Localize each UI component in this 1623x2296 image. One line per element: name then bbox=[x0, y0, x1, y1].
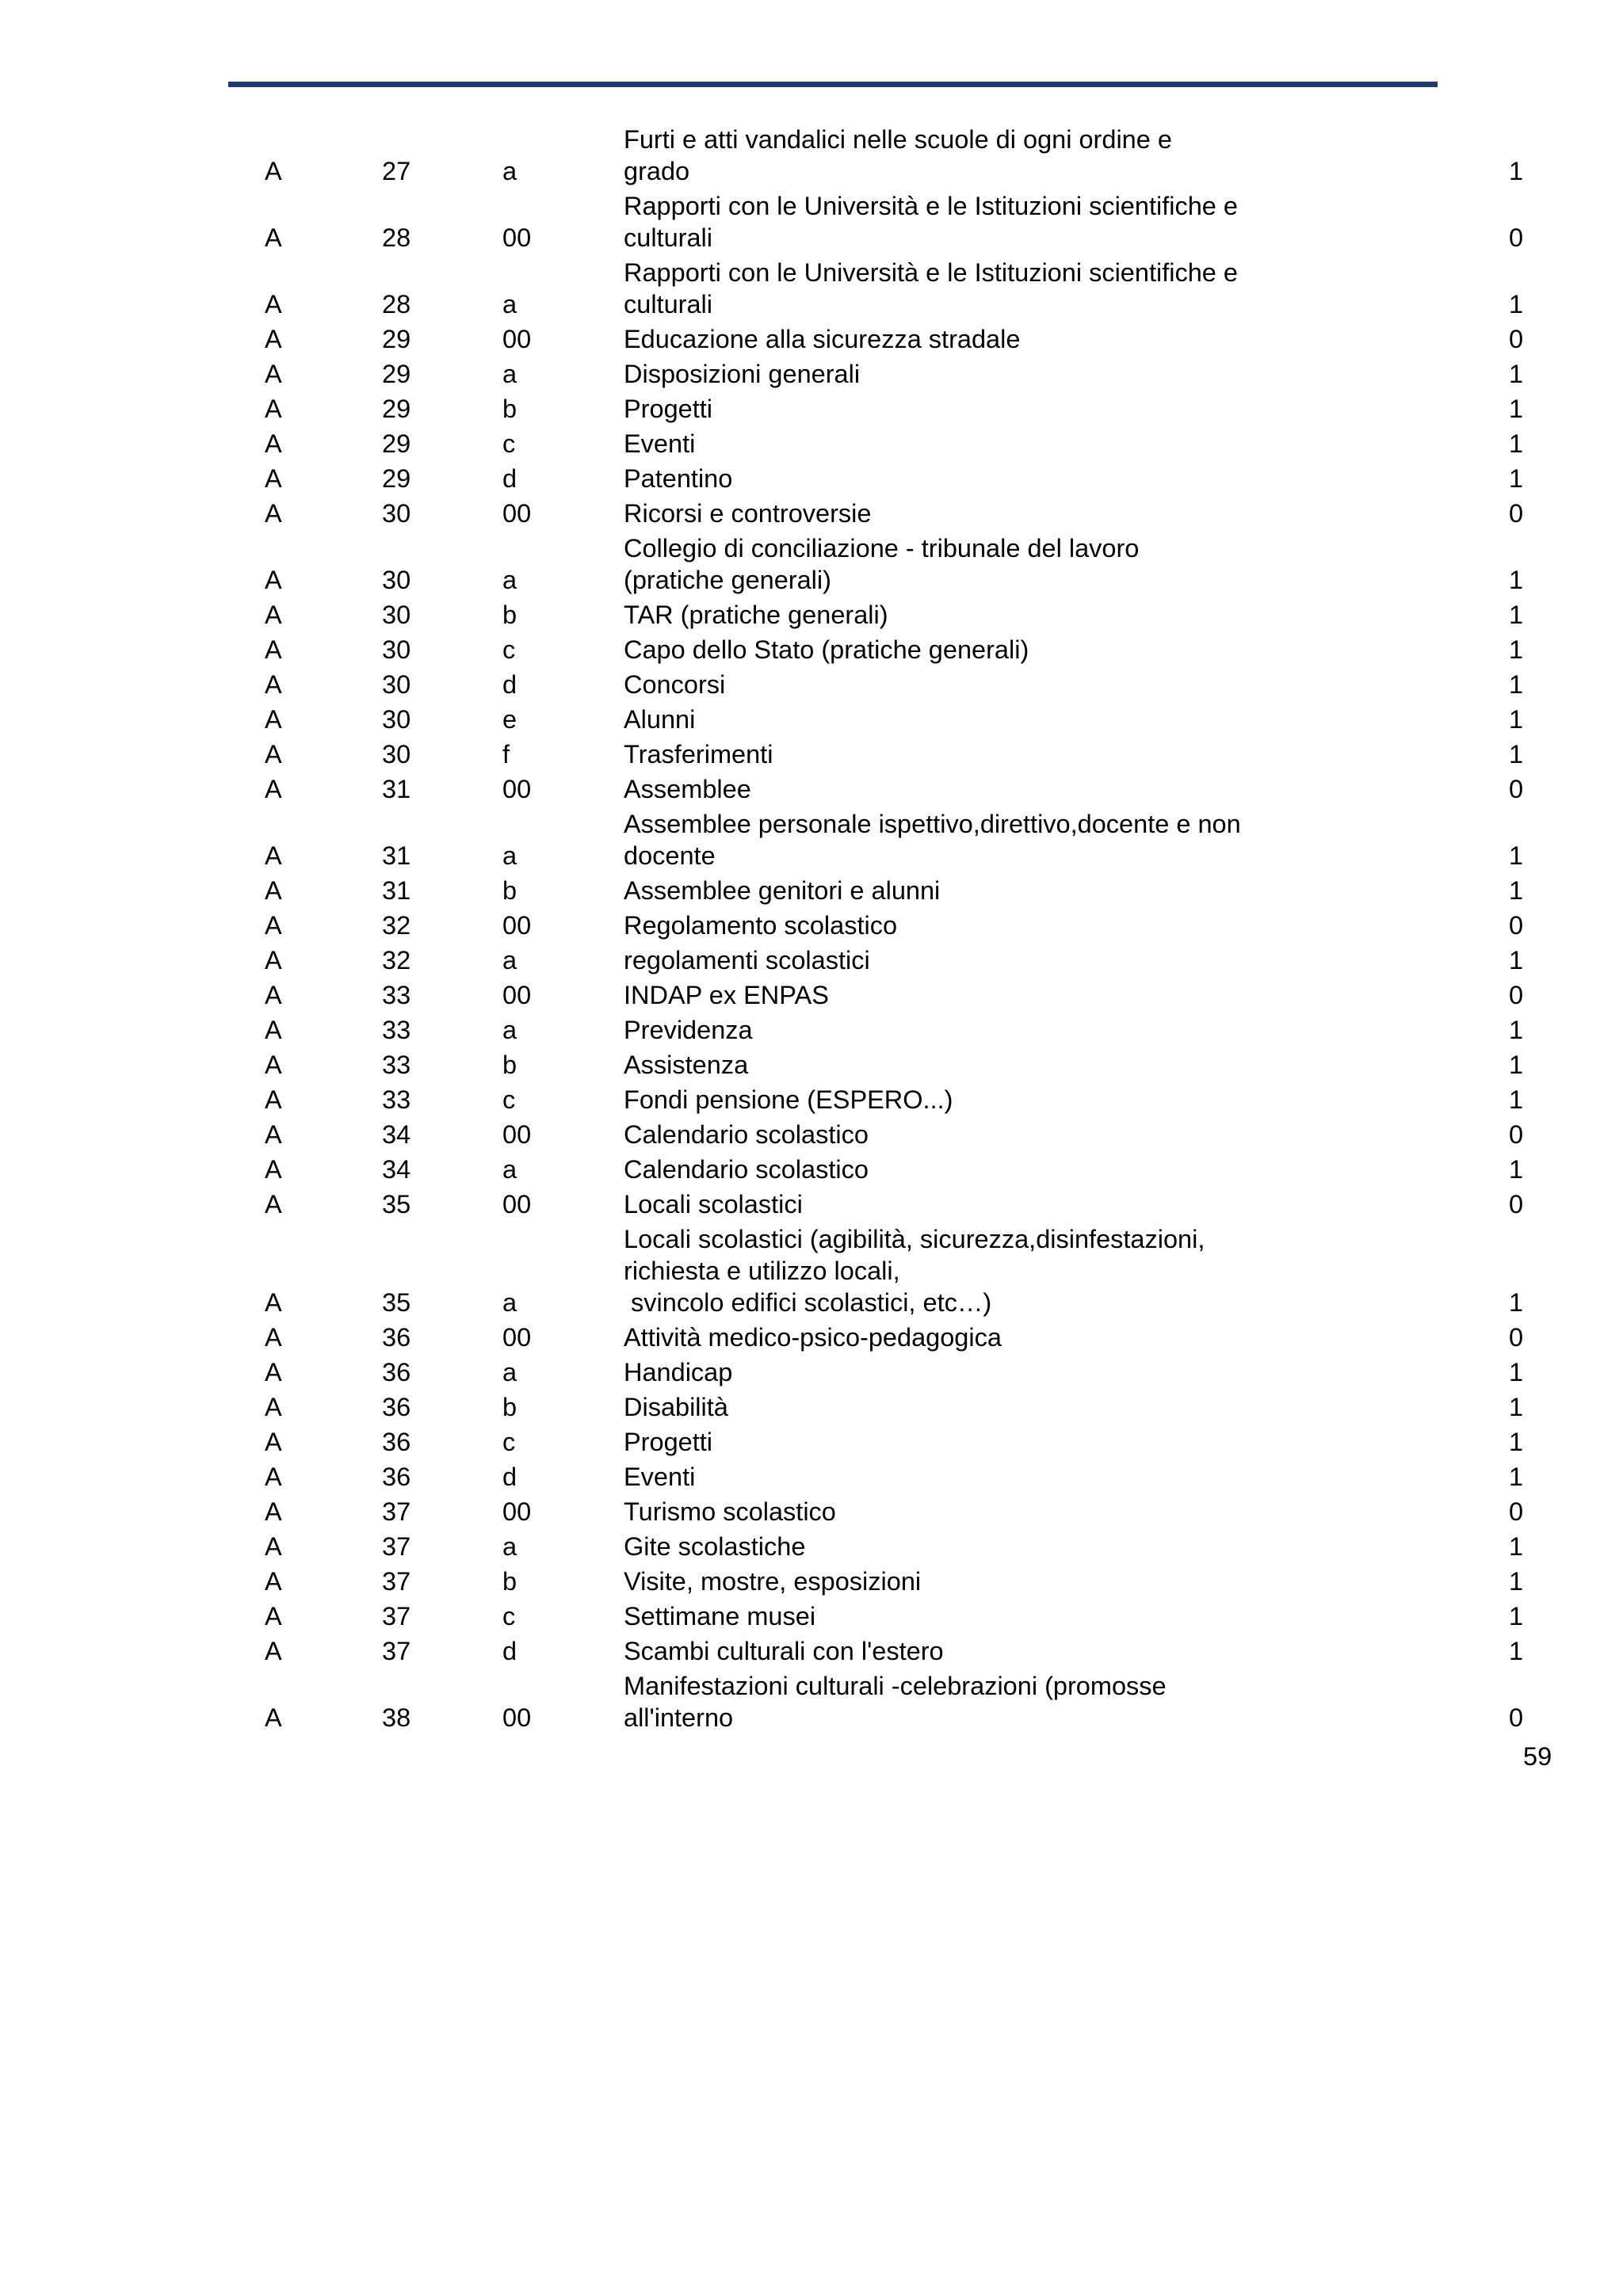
description bbox=[624, 738, 1321, 770]
subclass-code: b bbox=[502, 1051, 517, 1079]
subclass-code: 00 bbox=[502, 499, 532, 528]
description-line: docente bbox=[624, 841, 716, 870]
flag-value: 1 bbox=[1509, 290, 1524, 318]
description-line: Calendario scolastico bbox=[624, 1120, 869, 1149]
table-row bbox=[0, 254, 1623, 320]
table-row bbox=[0, 1632, 1623, 1667]
description-line: Handicap bbox=[624, 1358, 733, 1386]
description-line: Rapporti con le Università e le Istituzioni scientifiche e bbox=[624, 192, 1238, 220]
flag-value: 1 bbox=[1509, 566, 1524, 594]
class-number: 30 bbox=[382, 705, 411, 734]
description-line: Disabilità bbox=[624, 1393, 728, 1421]
class-letter: A bbox=[265, 1016, 282, 1044]
description bbox=[624, 910, 1321, 941]
table-row bbox=[0, 1423, 1623, 1458]
class-number: 30 bbox=[382, 499, 411, 528]
flag-value: 0 bbox=[1509, 1497, 1524, 1526]
table-row bbox=[0, 1562, 1623, 1597]
description-line: Manifestazioni culturali -celebrazioni (promosse bbox=[624, 1672, 1167, 1700]
class-letter: A bbox=[265, 1155, 282, 1184]
table-row bbox=[0, 320, 1623, 355]
class-letter: A bbox=[265, 601, 282, 629]
subclass-code: f bbox=[502, 740, 510, 769]
table-row bbox=[0, 666, 1623, 700]
description-line: Furti e atti vandalici nelle scuole di ogni ordine e bbox=[624, 125, 1172, 154]
subclass-code: 00 bbox=[502, 1190, 532, 1219]
subclass-code: d bbox=[502, 464, 517, 493]
table-row bbox=[0, 631, 1623, 666]
subclass-code: a bbox=[502, 566, 517, 594]
description-line: culturali bbox=[624, 223, 712, 252]
flag-value: 1 bbox=[1509, 1602, 1524, 1630]
class-letter: A bbox=[265, 499, 282, 528]
table-row bbox=[0, 494, 1623, 529]
description bbox=[624, 1223, 1321, 1318]
table-row bbox=[0, 1081, 1623, 1116]
flag-value: 1 bbox=[1509, 946, 1524, 974]
class-number: 34 bbox=[382, 1155, 411, 1184]
description bbox=[624, 1356, 1321, 1388]
flag-value: 0 bbox=[1509, 911, 1524, 940]
class-letter: A bbox=[265, 946, 282, 974]
table-row bbox=[0, 187, 1623, 254]
class-number: 31 bbox=[382, 876, 411, 905]
table-row bbox=[0, 596, 1623, 631]
table-row bbox=[0, 390, 1623, 425]
flag-value: 1 bbox=[1509, 395, 1524, 423]
subclass-code: 00 bbox=[502, 1703, 532, 1732]
description-line: Trasferimenti bbox=[624, 740, 773, 769]
classification-table bbox=[0, 120, 1623, 1733]
class-number: 30 bbox=[382, 566, 411, 594]
description bbox=[624, 808, 1321, 871]
subclass-code: 00 bbox=[502, 1323, 532, 1352]
description-line: Patentino bbox=[624, 464, 733, 493]
class-number: 30 bbox=[382, 601, 411, 629]
table-row bbox=[0, 1388, 1623, 1423]
subclass-code: e bbox=[502, 705, 517, 734]
class-letter: A bbox=[265, 1085, 282, 1114]
flag-value: 1 bbox=[1509, 1567, 1524, 1596]
class-letter: A bbox=[265, 429, 282, 458]
class-letter: A bbox=[265, 1358, 282, 1386]
table-row bbox=[0, 906, 1623, 941]
flag-value: 1 bbox=[1509, 876, 1524, 905]
class-letter: A bbox=[265, 635, 282, 664]
class-letter: A bbox=[265, 157, 282, 185]
subclass-code: b bbox=[502, 395, 517, 423]
description bbox=[624, 669, 1321, 700]
class-letter: A bbox=[265, 325, 282, 353]
class-number: 27 bbox=[382, 157, 411, 185]
flag-value: 0 bbox=[1509, 499, 1524, 528]
description-line: Alunni bbox=[624, 705, 696, 734]
class-letter: A bbox=[265, 1567, 282, 1596]
description-line: (pratiche generali) bbox=[624, 566, 831, 594]
flag-value: 1 bbox=[1509, 1288, 1524, 1317]
class-letter: A bbox=[265, 1190, 282, 1219]
description bbox=[624, 1426, 1321, 1458]
class-letter: A bbox=[265, 464, 282, 493]
flag-value: 1 bbox=[1509, 429, 1524, 458]
class-number: 33 bbox=[382, 1016, 411, 1044]
class-number: 28 bbox=[382, 290, 411, 318]
description-line: Educazione alla sicurezza stradale bbox=[624, 325, 1021, 353]
description-line: Locali scolastici bbox=[624, 1190, 803, 1219]
class-number: 29 bbox=[382, 395, 411, 423]
description-line: Progetti bbox=[624, 395, 713, 423]
subclass-code: 00 bbox=[502, 911, 532, 940]
table-row bbox=[0, 1185, 1623, 1220]
class-number: 33 bbox=[382, 981, 411, 1009]
description-line: Gite scolastiche bbox=[624, 1532, 806, 1561]
flag-value: 1 bbox=[1509, 601, 1524, 629]
flag-value: 0 bbox=[1509, 1190, 1524, 1219]
description bbox=[624, 358, 1321, 390]
class-letter: A bbox=[265, 1051, 282, 1079]
subclass-code: b bbox=[502, 601, 517, 629]
description bbox=[624, 257, 1321, 320]
table-row bbox=[0, 1353, 1623, 1388]
description bbox=[624, 124, 1321, 187]
description-line: Ricorsi e controversie bbox=[624, 499, 872, 528]
description-line: Fondi pensione (ESPERO...) bbox=[624, 1085, 953, 1114]
description-line: Capo dello Stato (pratiche generali) bbox=[624, 635, 1029, 664]
subclass-code: d bbox=[502, 1637, 517, 1665]
description-line: Previdenza bbox=[624, 1016, 753, 1044]
subclass-code: 00 bbox=[502, 775, 532, 803]
flag-value: 1 bbox=[1509, 1085, 1524, 1114]
description bbox=[624, 1119, 1321, 1150]
description-line: Disposizioni generali bbox=[624, 360, 861, 388]
subclass-code: b bbox=[502, 876, 517, 905]
page-number: 59 bbox=[1523, 1742, 1552, 1771]
description bbox=[624, 634, 1321, 666]
class-letter: A bbox=[265, 1637, 282, 1665]
description bbox=[624, 463, 1321, 494]
subclass-code: b bbox=[502, 1393, 517, 1421]
class-number: 32 bbox=[382, 911, 411, 940]
class-letter: A bbox=[265, 360, 282, 388]
class-number: 31 bbox=[382, 775, 411, 803]
flag-value: 1 bbox=[1509, 157, 1524, 185]
description bbox=[624, 1600, 1321, 1632]
class-letter: A bbox=[265, 1703, 282, 1732]
description bbox=[624, 1322, 1321, 1353]
class-number: 31 bbox=[382, 841, 411, 870]
description-line: regolamenti scolastici bbox=[624, 946, 870, 974]
table-row bbox=[0, 770, 1623, 805]
description bbox=[624, 1531, 1321, 1562]
description bbox=[624, 599, 1321, 631]
class-number: 28 bbox=[382, 223, 411, 252]
class-number: 36 bbox=[382, 1393, 411, 1421]
subclass-code: b bbox=[502, 1567, 517, 1596]
description-line: Locali scolastici (agibilità, sicurezza,disinfestazioni, bbox=[624, 1225, 1205, 1253]
table-row bbox=[0, 1220, 1623, 1318]
class-number: 37 bbox=[382, 1567, 411, 1596]
table-row bbox=[0, 1318, 1623, 1353]
description-line: Visite, mostre, esposizioni bbox=[624, 1567, 922, 1596]
subclass-code: a bbox=[502, 946, 517, 974]
subclass-code: a bbox=[502, 1288, 517, 1317]
class-number: 36 bbox=[382, 1463, 411, 1491]
class-number: 37 bbox=[382, 1602, 411, 1630]
description bbox=[624, 1391, 1321, 1423]
subclass-code: c bbox=[502, 1085, 516, 1114]
class-letter: A bbox=[265, 1288, 282, 1317]
subclass-code: c bbox=[502, 635, 516, 664]
description bbox=[624, 323, 1321, 355]
description bbox=[624, 393, 1321, 425]
subclass-code: 00 bbox=[502, 981, 532, 1009]
description-line: Progetti bbox=[624, 1428, 713, 1456]
class-letter: A bbox=[265, 670, 282, 699]
subclass-code: c bbox=[502, 1428, 516, 1456]
table-row bbox=[0, 355, 1623, 390]
flag-value: 1 bbox=[1509, 1051, 1524, 1079]
subclass-code: a bbox=[502, 290, 517, 318]
description bbox=[624, 1566, 1321, 1597]
flag-value: 1 bbox=[1509, 1016, 1524, 1044]
class-letter: A bbox=[265, 290, 282, 318]
flag-value: 0 bbox=[1509, 775, 1524, 803]
class-letter: A bbox=[265, 1532, 282, 1561]
description bbox=[624, 1084, 1321, 1116]
table-row bbox=[0, 1493, 1623, 1527]
class-number: 29 bbox=[382, 360, 411, 388]
class-number: 30 bbox=[382, 670, 411, 699]
class-number: 36 bbox=[382, 1428, 411, 1456]
class-number: 36 bbox=[382, 1358, 411, 1386]
description-line: grado bbox=[624, 157, 690, 185]
class-number: 29 bbox=[382, 429, 411, 458]
description-line: culturali bbox=[624, 290, 712, 318]
description-line: Regolamento scolastico bbox=[624, 911, 898, 940]
flag-value: 0 bbox=[1509, 325, 1524, 353]
description-line: Collegio di conciliazione - tribunale del lavoro bbox=[624, 534, 1140, 563]
subclass-code: a bbox=[502, 1358, 517, 1386]
flag-value: 1 bbox=[1509, 1155, 1524, 1184]
class-letter: A bbox=[265, 395, 282, 423]
subclass-code: a bbox=[502, 841, 517, 870]
description-line: Rapporti con le Università e le Istituzioni scientifiche e bbox=[624, 258, 1238, 287]
table-row bbox=[0, 425, 1623, 460]
table-row bbox=[0, 529, 1623, 596]
description-line: Calendario scolastico bbox=[624, 1155, 869, 1184]
class-number: 36 bbox=[382, 1323, 411, 1352]
description-line: richiesta e utilizzo locali, bbox=[624, 1257, 900, 1285]
description-line: Eventi bbox=[624, 1463, 696, 1491]
description bbox=[624, 428, 1321, 460]
class-letter: A bbox=[265, 1463, 282, 1491]
class-letter: A bbox=[265, 876, 282, 905]
class-number: 35 bbox=[382, 1190, 411, 1219]
subclass-code: a bbox=[502, 360, 517, 388]
description-line: TAR (pratiche generali) bbox=[624, 601, 888, 629]
class-letter: A bbox=[265, 981, 282, 1009]
description-line: all'interno bbox=[624, 1703, 734, 1732]
table-row bbox=[0, 976, 1623, 1011]
flag-value: 0 bbox=[1509, 1703, 1524, 1732]
description-line: Turismo scolastico bbox=[624, 1497, 836, 1526]
subclass-code: a bbox=[502, 157, 517, 185]
description bbox=[624, 498, 1321, 529]
class-number: 37 bbox=[382, 1497, 411, 1526]
description-line: svincolo edifici scolastici, etc…) bbox=[624, 1288, 992, 1317]
flag-value: 1 bbox=[1509, 705, 1524, 734]
class-number: 35 bbox=[382, 1288, 411, 1317]
description bbox=[624, 1014, 1321, 1046]
class-number: 30 bbox=[382, 635, 411, 664]
class-letter: A bbox=[265, 841, 282, 870]
table-row bbox=[0, 1597, 1623, 1632]
class-letter: A bbox=[265, 705, 282, 734]
description bbox=[624, 979, 1321, 1011]
class-letter: A bbox=[265, 1393, 282, 1421]
flag-value: 0 bbox=[1509, 1120, 1524, 1149]
flag-value: 0 bbox=[1509, 1323, 1524, 1352]
description-line: Scambi culturali con l'estero bbox=[624, 1637, 944, 1665]
table-row bbox=[0, 735, 1623, 770]
class-number: 33 bbox=[382, 1051, 411, 1079]
class-number: 29 bbox=[382, 325, 411, 353]
flag-value: 1 bbox=[1509, 1428, 1524, 1456]
description bbox=[624, 532, 1321, 596]
class-number: 29 bbox=[382, 464, 411, 493]
flag-value: 1 bbox=[1509, 740, 1524, 769]
subclass-code: a bbox=[502, 1016, 517, 1044]
flag-value: 1 bbox=[1509, 1532, 1524, 1561]
description-line: Attività medico-psico-pedagogica bbox=[624, 1323, 1002, 1352]
class-letter: A bbox=[265, 1120, 282, 1149]
class-number: 33 bbox=[382, 1085, 411, 1114]
class-letter: A bbox=[265, 1428, 282, 1456]
description bbox=[624, 1670, 1321, 1733]
flag-value: 1 bbox=[1509, 464, 1524, 493]
class-letter: A bbox=[265, 775, 282, 803]
subclass-code: c bbox=[502, 1602, 516, 1630]
description-line: Settimane musei bbox=[624, 1602, 816, 1630]
table-row bbox=[0, 460, 1623, 494]
subclass-code: 00 bbox=[502, 1497, 532, 1526]
subclass-code: 00 bbox=[502, 1120, 532, 1149]
table-row bbox=[0, 941, 1623, 976]
class-letter: A bbox=[265, 566, 282, 594]
description bbox=[624, 875, 1321, 906]
flag-value: 1 bbox=[1509, 841, 1524, 870]
description-line: Assemblee bbox=[624, 775, 751, 803]
description bbox=[624, 1188, 1321, 1220]
header-rule bbox=[228, 82, 1438, 87]
class-letter: A bbox=[265, 740, 282, 769]
class-number: 30 bbox=[382, 740, 411, 769]
description bbox=[624, 704, 1321, 735]
table-row bbox=[0, 1116, 1623, 1150]
flag-value: 1 bbox=[1509, 360, 1524, 388]
subclass-code: 00 bbox=[502, 223, 532, 252]
subclass-code: 00 bbox=[502, 325, 532, 353]
description bbox=[624, 944, 1321, 976]
table-row bbox=[0, 1527, 1623, 1562]
table-row bbox=[0, 1458, 1623, 1493]
flag-value: 0 bbox=[1509, 981, 1524, 1009]
description bbox=[624, 773, 1321, 805]
class-letter: A bbox=[265, 223, 282, 252]
flag-value: 1 bbox=[1509, 1463, 1524, 1491]
class-letter: A bbox=[265, 1323, 282, 1352]
flag-value: 1 bbox=[1509, 1358, 1524, 1386]
class-number: 34 bbox=[382, 1120, 411, 1149]
flag-value: 1 bbox=[1509, 670, 1524, 699]
description-line: Concorsi bbox=[624, 670, 726, 699]
table-row bbox=[0, 1150, 1623, 1185]
class-number: 38 bbox=[382, 1703, 411, 1732]
class-number: 32 bbox=[382, 946, 411, 974]
class-letter: A bbox=[265, 1497, 282, 1526]
class-number: 37 bbox=[382, 1532, 411, 1561]
subclass-code: a bbox=[502, 1532, 517, 1561]
table-row bbox=[0, 871, 1623, 906]
table-row bbox=[0, 805, 1623, 871]
class-letter: A bbox=[265, 1602, 282, 1630]
description bbox=[624, 1049, 1321, 1081]
description-line: Eventi bbox=[624, 429, 696, 458]
flag-value: 1 bbox=[1509, 635, 1524, 664]
description bbox=[624, 1635, 1321, 1667]
description bbox=[624, 1496, 1321, 1527]
subclass-code: c bbox=[502, 429, 516, 458]
flag-value: 1 bbox=[1509, 1393, 1524, 1421]
flag-value: 1 bbox=[1509, 1637, 1524, 1665]
flag-value: 0 bbox=[1509, 223, 1524, 252]
description bbox=[624, 1154, 1321, 1185]
class-number: 37 bbox=[382, 1637, 411, 1665]
description-line: INDAP ex ENPAS bbox=[624, 981, 829, 1009]
table-row bbox=[0, 700, 1623, 735]
description bbox=[624, 190, 1321, 254]
class-letter: A bbox=[265, 911, 282, 940]
description-line: Assemblee personale ispettivo,direttivo,docente e non bbox=[624, 810, 1241, 838]
table-row bbox=[0, 1046, 1623, 1081]
table-row bbox=[0, 1667, 1623, 1733]
table-row bbox=[0, 120, 1623, 187]
subclass-code: d bbox=[502, 670, 517, 699]
subclass-code: a bbox=[502, 1155, 517, 1184]
description-line: Assistenza bbox=[624, 1051, 749, 1079]
subclass-code: d bbox=[502, 1463, 517, 1491]
description bbox=[624, 1461, 1321, 1493]
table-row bbox=[0, 1011, 1623, 1046]
description-line: Assemblee genitori e alunni bbox=[624, 876, 941, 905]
